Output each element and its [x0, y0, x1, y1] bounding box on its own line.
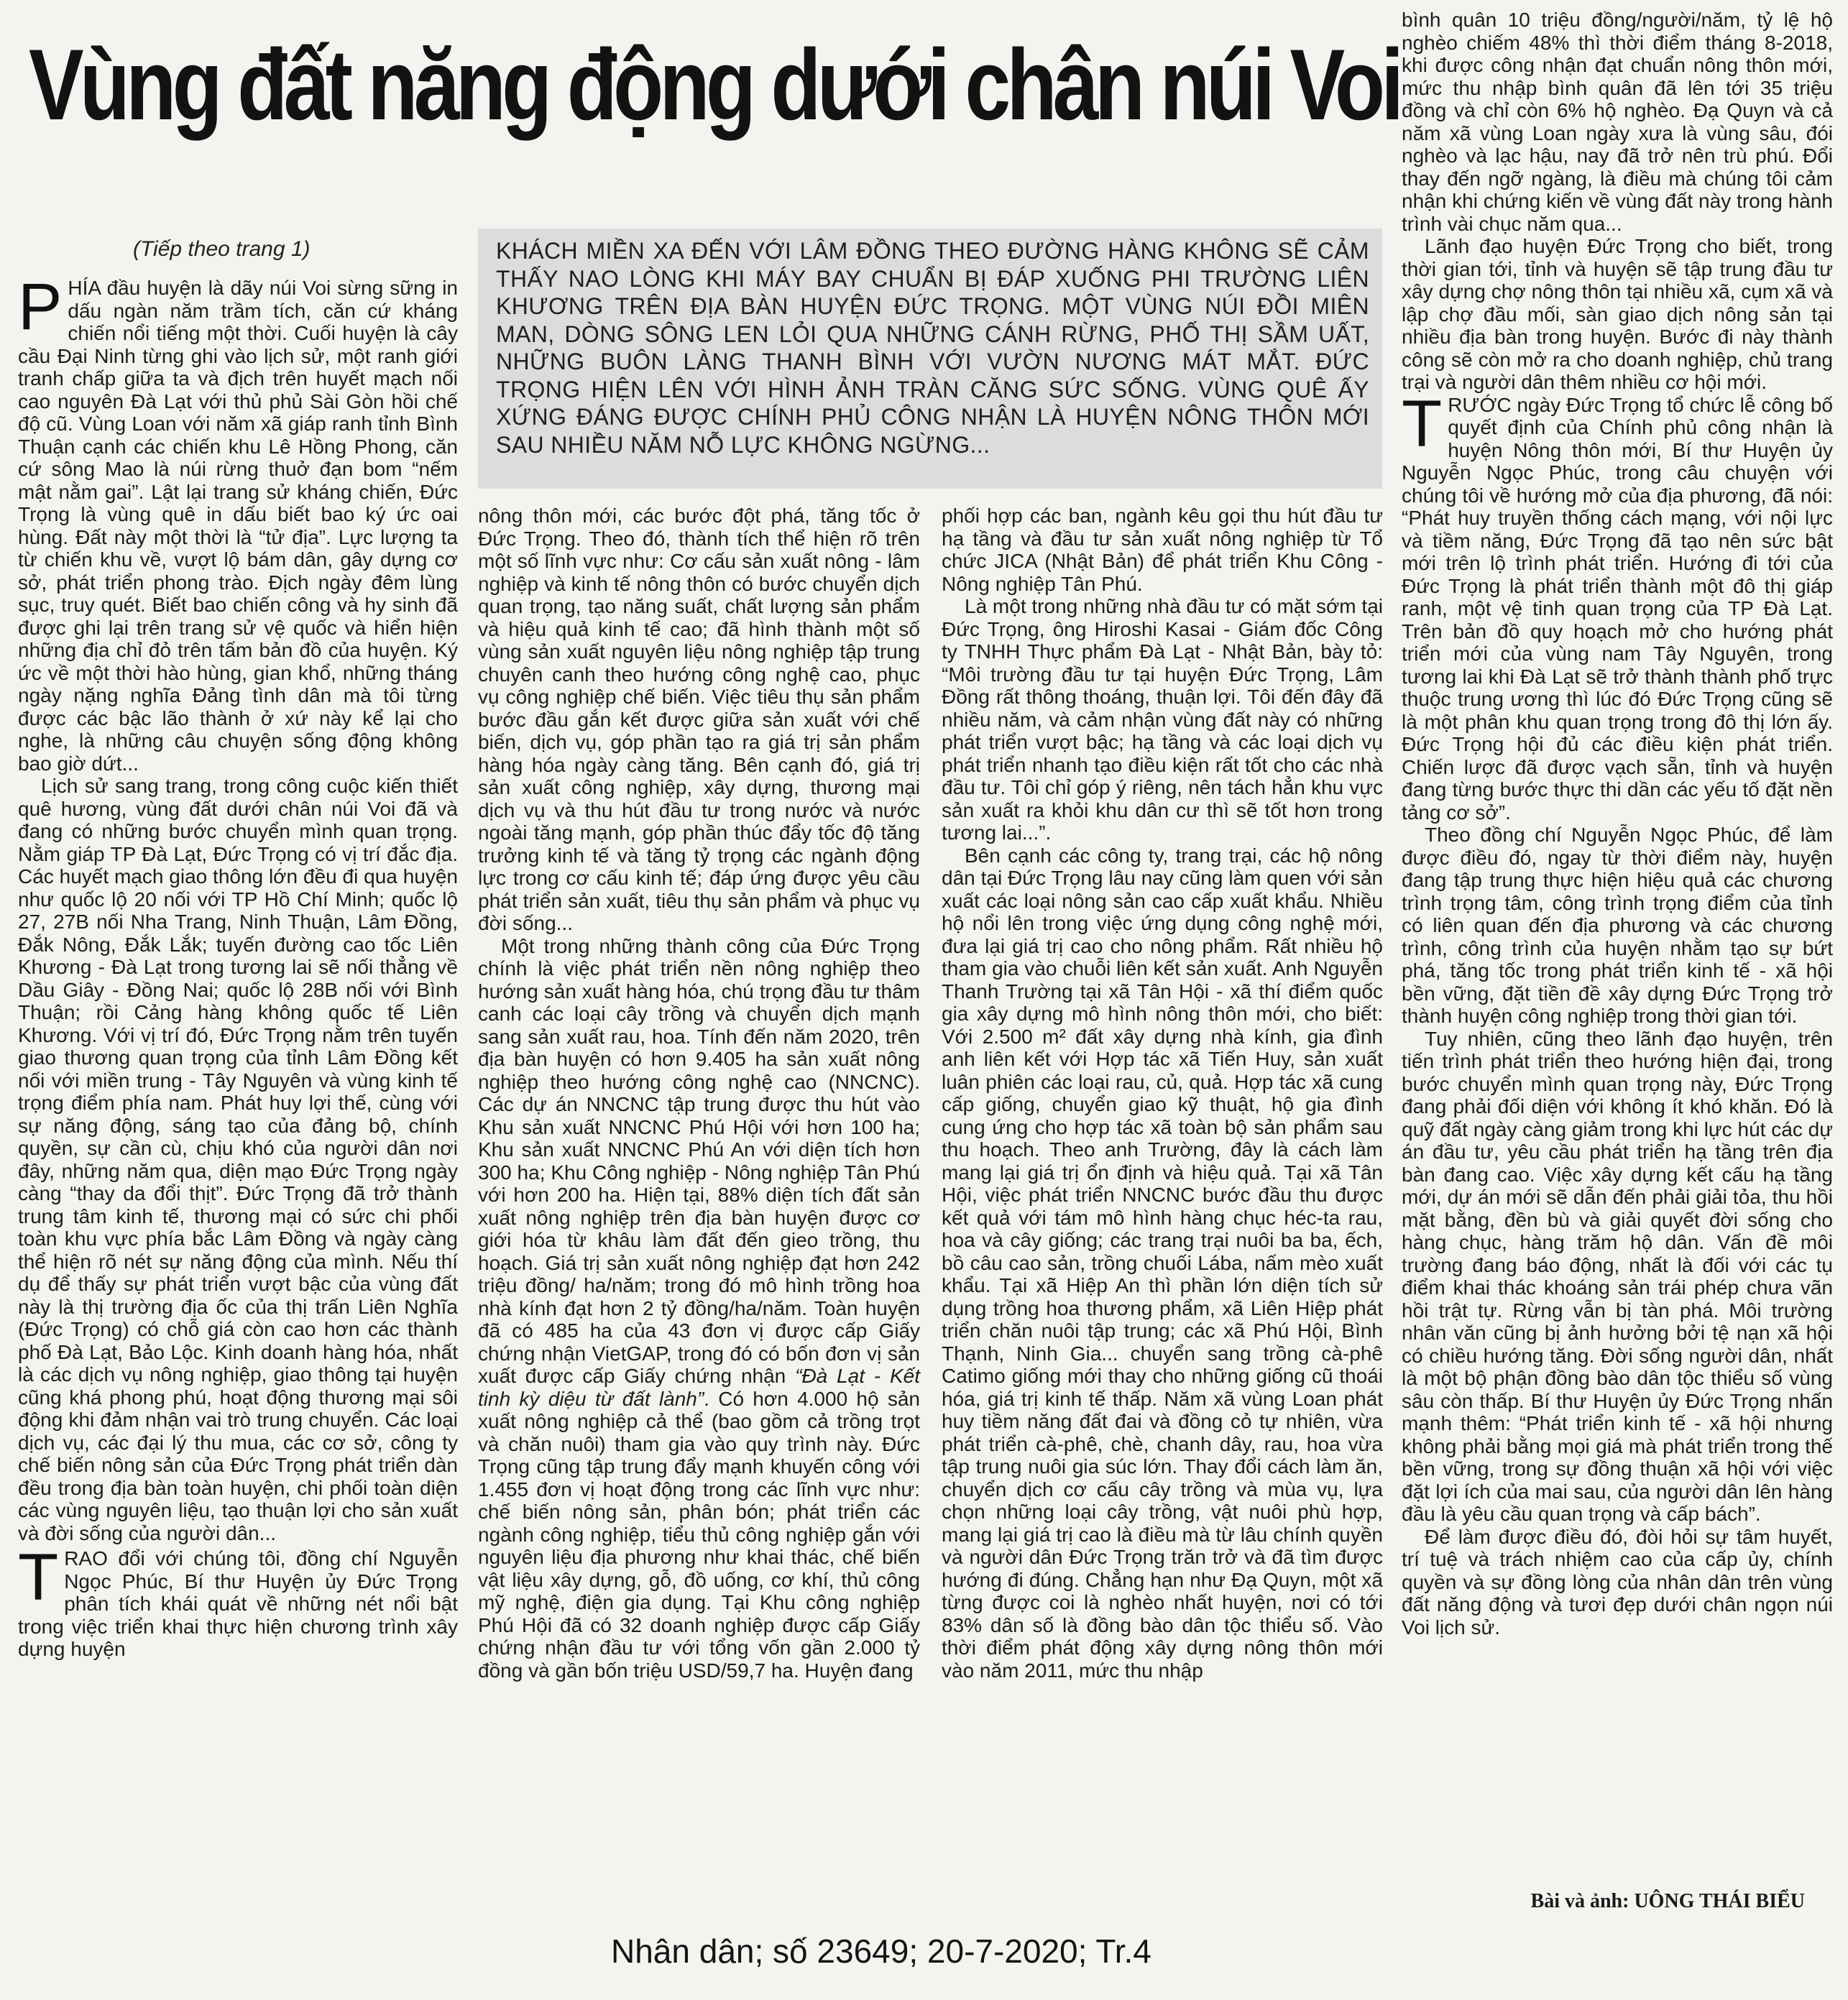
source-citation: Nhân dân; số 23649; 20-7-2020; Tr.4: [611, 1932, 1151, 1970]
paragraph: [1402, 387, 1833, 824]
italic-quote: “Đà Lạt - Kết tinh kỳ diệu từ đất lành”: [478, 1365, 920, 1410]
paragraph: [18, 1541, 458, 1661]
paragraph: [18, 270, 458, 775]
paragraph: phối hợp các ban, ngành kêu gọi thu hút đầu tư hạ tầng và đầu tư sản xuất nông nghiệp từ Tổ chức JICA (Nhật Bản) để phát triển Khu Công - Nông nghiệp Tân Phú.: [942, 504, 1383, 595]
paragraph: Theo đồng chí Nguyễn Ngọc Phúc, để làm được điều đó, ngay từ thời điểm này, huyện đang tập trung thực hiện hiệu quả các chương trình trọng tâm, công trình trọng điểm của tỉnh có liên quan đến địa phương và các chương trình, công trình của huyện nhằm tạo sự bứt phá, tăng tốc trong phát triển kinh tế - xã hội bền vững, đặt tiền đề xây dựng Đức Trọng trở thành huyện công nghiệp trong thời gian tới.: [1402, 824, 1833, 1027]
paragraph: Để làm được điều đó, đòi hỏi sự tâm huyết, trí tuệ và trách nhiệm cao của cấp ủy, chính quyền và sự đồng lòng của nhân dân trên vùng đất năng động và tươi đẹp dưới chân ngọn núi Voi lịch sử.: [1402, 1525, 1833, 1639]
article-headline: Vùng đất năng động dưới chân núi Voi: [29, 28, 1400, 141]
article-column-3: [942, 504, 1383, 1682]
paragraph: Tuy nhiên, cũng theo lãnh đạo huyện, trên tiến trình phát triển theo hướng hiện đại, trong bước chuyển mình quan trọng này, Đức Trọng đang phải đối diện với không ít khó khăn. Đó là quỹ đất ngày càng giảm trong khi lực hút các dự án đầu tư, yêu cầu phát triển hạ tầng trên địa bàn đang cao. Việc xây dựng kết cấu hạ tầng mới, dự án mới sẽ dẫn đến phải giải tỏa, thu hồi mặt bằng, đền bù và giải quyết đời sống cho hàng chục, hàng trăm hộ dân. Vấn đề môi trường đang báo động, nhất là đối với các tụ điểm khai thác khoáng sản trái phép chưa vãn hồi trật tự. Rừng vẫn bị tàn phá. Môi trường nhân văn cũng bị ảnh hưởng bởi tệ nạn xã hội có chiều hướng tăng. Đời sống người dân, nhất là một bộ phận đồng bào dân tộc thiểu số vùng sâu còn thấp. Bí thư Huyện ủy Đức Trọng nhấn mạnh thêm: “Phát triển kinh tế - xã hội nhưng không phải bằng mọi giá mà phát triển trong thế bền vững, trong sự đồng thuận xã hội với việc đặt lợi ích của mai sau, của người dân lên hàng đầu là yêu cầu quan trọng và cấp bách”.: [1402, 1027, 1833, 1525]
drop-cap: T: [1402, 387, 1443, 461]
article-column-1: [18, 270, 458, 1661]
paragraph-text: RAO đổi với chúng tôi, đồng chí Nguyễn Ngọc Phúc, Bí thư Huyện ủy Đức Trọng phân tích khái quát về những nét nổi bật trong việc triển khai thực hiện chương trình xây dựng huyện: [18, 1547, 458, 1660]
paragraph: Lịch sử sang trang, trong công cuộc kiến thiết quê hương, vùng đất dưới chân núi Voi đã và đang có những bước chuyển mình quan trọng. Nằm giáp TP Đà Lạt, Đức Trọng có vị trí đắc địa. Các huyết mạch giao thông lớn đều đi qua huyện như quốc lộ 20 nối với TP Hồ Chí Minh; quốc lộ 27, 27B nối Nha Trang, Ninh Thuận, Lâm Đồng, Đắk Nông, Đắk Lắk; tuyến đường cao tốc Liên Khương - Đà Lạt trong tương lai sẽ nối thẳng về Dầu Giây - Đồng Nai; quốc lộ 28B nối với Bình Thuận; rồi Cảng hàng không quốc tế Liên Khương. Với vị trí đó, Đức Trọng nằm trên tuyến giao thương quan trọng của tỉnh Lâm Đồng kết nối với miền trung - Tây Nguyên và vùng kinh tế trọng điểm phía nam. Phát huy lợi thế, cùng với sự năng động, sáng tạo của đảng bộ, chính quyền, sự cần cù, chịu khó của người dân nơi đây, những năm qua, diện mạo Đức Trọng ngày càng “thay da đổi thịt”. Đức Trọng đã trở thành trung tâm kinh tế, thương mại có sức chi phối toàn khu vực phía bắc Lâm Đồng và ngày càng thể hiện rõ nét sự năng động của mình. Nếu thí dụ để thấy sự phát triển vượt bậc của vùng đất này là thị trường địa ốc của thị trấn Liên Nghĩa (Đức Trọng) có chỗ giá còn cao hơn các thành phố Đà Lạt, Bảo Lộc. Kinh doanh hàng hóa, nhất là các dịch vụ nông nghiệp, giao thông tại huyện cũng khá phong phú, hoạt động thương mại sôi động khi đảm nhận vai trò trung chuyển. Các loại dịch vụ, các đại lý thu mua, các cơ sở, công ty chế biến nông sản của Đức Trọng phát triển dàn đều trong địa bàn toàn huyện, chi phối toàn diện các vùng nguyên liệu, tạo thuận lợi cho sản xuất và đời sống của người dân...: [18, 775, 458, 1544]
article-column-4: [1402, 9, 1833, 1639]
paragraph: [478, 935, 920, 1682]
paragraph: bình quân 10 triệu đồng/người/năm, tỷ lệ hộ nghèo chiếm 48% thì thời điểm tháng 8-2018, khi được công nhận đạt chuẩn nông thôn mới, mức thu nhập bình quân đã lên tới 35 triệu đồng và chỉ còn 6% hộ nghèo. Đạ Quyn và cả năm xã vùng Loan ngày xưa là vùng sâu, đói nghèo và lạc hậu, nay đã trở nên trù phú. Đổi thay đến ngỡ ngàng, là điều mà chúng tôi cảm nhận khi chứng kiến về vùng đất này trong hành trình vài chục năm qua...: [1402, 9, 1833, 235]
author-signature: Bài và ảnh: UÔNG THÁI BIỂU: [1530, 1890, 1805, 1912]
drop-cap: T: [18, 1541, 59, 1614]
continued-note: (Tiếp theo trang 1): [133, 237, 311, 261]
paragraph: Lãnh đạo huyện Đức Trọng cho biết, trong thời gian tới, tỉnh và huyện sẽ tập trung đầu tư xây dựng chợ nông thôn tại nhiều xã, cụm xã và lập chợ đầu mối, sàn giao dịch nông sản tại nhiều địa bàn trong huyện. Bước đi này thành công sẽ còn mở ra cho doanh nghiệp, chủ trang trại và người dân thêm nhiều cơ hội mới.: [1402, 235, 1833, 393]
paragraph: Bên cạnh các công ty, trang trại, các hộ nông dân tại Đức Trọng lâu nay cũng làm quen với sản xuất các loại nông sản cao cấp xuất khẩu. Nhiều hộ nổi lên trong việc ứng dụng công nghệ mới, đưa lại giá trị cao cho nông phẩm. Rất nhiều hộ tham gia vào chuỗi liên kết sản xuất. Anh Nguyễn Thanh Trường tại xã Tân Hội - xã thí điểm quốc gia xây dựng mô hình nông thôn mới, cho biết: Với 2.500 m² đất xây dựng nhà kính, gia đình anh liên kết với Hợp tác xã Tiến Huy, sản xuất luân phiên các loại rau, củ, quả. Hợp tác xã cung cấp giống, chuyển giao kỹ thuật, hộ gia đình cung ứng cho hợp tác xã toàn bộ sản phẩm sau thu hoạch. Theo anh Trường, đây là cách làm mang lại giá trị ổn định và hiệu quả. Tại xã Tân Hội, việc phát triển NNCNC bước đầu thu được kết quả với tám mô hình hàng chục héc-ta rau, hoa và cây giống; các trang trại nuôi ba ba, ếch, bồ câu cao sản, trồng chuối Lába, nấm mèo xuất khẩu. Tại xã Hiệp An thì phần lớn diện tích sử dụng trồng hoa thương phẩm, xã Liên Hiệp phát triển chăn nuôi tập trung; các xã Phú Hội, Bình Thạnh, Ninh Gia... chuyển sang trồng cà-phê Catimo giống mới thay cho những giống cũ thoái hóa, giá trị kinh tế thấp. Năm xã vùng Loan phát huy tiềm năng đất đai và đồng cỏ tự nhiên, vừa phát triển cà-phê, chè, chanh dây, rau, hoa vừa tập trung nuôi gia súc lớn. Thay đổi cách làm ăn, chuyển dịch cơ cấu cây trồng và mùa vụ, lựa chọn những loại cây trồng, vật nuôi phù hợp, mang lại giá trị cao là điều mà từ lâu chính quyền và người dân Đức Trọng trăn trở và đã tìm được hướng đi đúng. Chẳng hạn như Đạ Quyn, một xã từng được coi là nghèo nhất huyện, nơi có tới 83% dân số là đồng bào dân tộc thiểu số. Vào thời điểm phát động xây dựng nông thôn mới vào năm 2011, mức thu nhập: [942, 844, 1383, 1682]
paragraph: nông thôn mới, các bước đột phá, tăng tốc ở Đức Trọng. Theo đó, thành tích thể hiện rõ trên một số lĩnh vực như: Cơ cấu sản xuất nông - lâm nghiệp và kinh tế nông thôn có bước chuyển dịch quan trọng, tạo năng suất, chất lượng sản phẩm và hiệu quả kinh tế cao; đã hình thành một số vùng sản xuất nguyên liệu nông nghiệp tập trung chuyên canh theo hướng công nghệ cao, phục vụ công nghiệp chế biến. Việc tiêu thụ sản phẩm bước đầu gắn kết được giữa sản xuất với chế biến, dịch vụ, góp phần tạo ra giá trị sản phẩm hàng hóa ngày càng tăng. Bên cạnh đó, giá trị sản xuất công nghiệp, xây dựng, thương mại dịch vụ và thu hút đầu tư trong nước và nước ngoài tăng mạnh, góp phần thúc đẩy tốc độ tăng trưởng kinh tế và tăng tỷ trọng các ngành động lực trong cơ cấu kinh tế; đáp ứng được yêu cầu phát triển sản xuất, tiêu thụ sản phẩm và phục vụ đời sống...: [478, 504, 920, 934]
article-column-2: [478, 504, 920, 1682]
drop-cap: P: [18, 270, 63, 344]
paragraph-text: Một trong những thành công của Đức Trọng chính là việc phát triển nền nông nghiệp theo hướng sản xuất hàng hóa, chú trọng đầu tư thâm canh các loại cây trồng và chuyển dịch mạnh sang sản xuất rau, hoa. Tính đến năm 2020, trên địa bàn huyện có hơn 9.405 ha sản xuất nông nghiệp theo hướng công nghệ cao (NNCNC). Các dự án NNCNC tập trung được thu hút vào Khu sản xuất NNCNC Phú Hội với hơn 100 ha; Khu sản xuất NNCNC Phú An với diện tích hơn 300 ha; Khu Công nghiệp - Nông nghiệp Tân Phú với hơn 200 ha. Hiện tại, 88% diện tích đất sản xuất nông nghiệp trên địa bàn huyện được cơ giới hóa từ khâu làm đất đến gieo trồng, thu hoạch. Giá trị sản xuất nông nghiệp đạt hơn 242 triệu đồng/ ha/năm; trong đó mô hình trồng hoa nhà kính đạt hơn 2 tỷ đồng/ha/năm. Toàn huyện đã có 485 ha của 43 đơn vị được cấp Giấy chứng nhận VietGAP, trong đó có bốn đơn vị sản xuất được cấp Giấy chứng nhận: [478, 934, 920, 1387]
paragraph: Là một trong những nhà đầu tư có mặt sớm tại Đức Trọng, ông Hiroshi Kasai - Giám đốc Công ty TNHH Thực phẩm Đà Lạt - Nhật Bản, bày tỏ: “Môi trường đầu tư tại huyện Đức Trọng, Lâm Đồng rất thông thoáng, thuận lợi. Tôi đến đây đã nhiều năm, và cảm nhận vùng đất này có những phát triển vượt bậc; hạ tầng và các loại dịch vụ phát triển nhanh tạo điều kiện rất tốt cho các nhà đầu tư. Tôi chỉ góp ý riêng, nên tách hẳn khu vực sản xuất ra khỏi khu dân cư thì sẽ tốt hơn trong tương lai...”.: [942, 595, 1383, 844]
paragraph-text: HÍA đầu huyện là dãy núi Voi sừng sững in dấu ngàn năm trầm tích, căn cứ kháng chiến nổi tiếng một thời. Cuối huyện là cây cầu Đại Ninh từng ghi vào lịch sử, một ranh giới tranh chấp giữa ta và địch trên huyết mạch nối cao nguyên Đà Lạt với thủ phủ Sài Gòn hồi chế độ cũ. Vùng Loan với năm xã giáp ranh tỉnh Bình Thuận cạnh các chiến khu Lê Hồng Phong, căn cứ sông Mao là núi rừng thuở đạn bom “nếm mật nằm gai”. Lật lại trang sử kháng chiến, Đức Trọng là vùng quê in dấu biết bao ký ức oai hùng. Đất này một thời là “tử địa”. Lực lượng ta từ chiến khu về, vượt lộ bám dân, gây dựng cơ sở, phát triển phong trào. Địch ngày đêm lùng sục, truy quét. Biết bao chiến công và hy sinh đã được ghi lại trên trang sử vệ quốc và hiển hiện những địa chỉ đỏ trên tấm bản đồ của huyện. Ký ức về một thời hào hùng, gian khổ, những tháng ngày nặng nghĩa Đảng tình dân mà tôi từng được các bậc lão thành ở xứ này kể lại cho nghe, là những câu chuyện sống động không bao giờ dứt...: [18, 277, 458, 775]
paragraph-text: . Có hơn 4.000 hộ sản xuất nông nghiệp cả thể (bao gồm cả trồng trọt và chăn nuôi) tham gia vào quy trình này. Đức Trọng cũng tập trung đẩy mạnh khuyến công với 1.455 đơn vị hoạt động trong các lĩnh vực như: chế biến nông sản, phân bón; phát triển các ngành công nghiệp, tiểu thủ công nghiệp gắn với nguyên liệu địa phương như khai thác, chế biến vật liệu xây dựng, gỗ, đồ uống, cơ khí, thủ công mỹ nghệ, điện gia dụng. Tại Khu công nghiệp Phú Hội đã có 32 doanh nghiệp được cấp Giấy chứng nhận đầu tư với tổng vốn gần 2.000 tỷ đồng và gần bốn triệu USD/59,7 ha. Huyện đang: [478, 1387, 920, 1682]
lead-paragraph: KHÁCH MIỀN XA ĐẾN VỚI LÂM ĐỒNG THEO ĐƯỜNG HÀNG KHÔNG SẼ CẢM THẤY NAO LÒNG KHI MÁY BAY CHUẨN BỊ ĐÁP XUỐNG PHI TRƯỜNG LIÊN KHƯƠNG TRÊN ĐỊA BÀN HUYỆN ĐỨC TRỌNG. MỘT VÙNG NÚI ĐỒI MIÊN MAN, DÒNG SÔNG LEN LỎI QUA NHỮNG CÁNH RỪNG, PHỐ THỊ SẦM UẤT, NHỮNG BUÔN LÀNG THANH BÌNH VỚI VƯỜN NƯƠNG MÁT MẮT. ĐỨC TRỌNG HIỆN LÊN VỚI HÌNH ẢNH TRÀN CĂNG SỨC SỐNG. VÙNG QUÊ ẤY XỨNG ĐÁNG ĐƯỢC CHÍNH PHỦ CÔNG NHẬN LÀ HUYỆN NÔNG THÔN MỚI SAU NHIỀU NĂM NỖ LỰC KHÔNG NGỪNG...: [496, 238, 1369, 458]
paragraph-text: RƯỚC ngày Đức Trọng tổ chức lễ công bố quyết định của Chính phủ công nhận là huyện Nông thôn mới, Bí thư Huyện ủy Nguyễn Ngọc Phúc, trong câu chuyện với chúng tôi về hướng mở của địa phương, đã nói: “Phát huy truyền thống cách mạng, với nội lực và tiềm năng, Đức Trọng đã tạo nên sức bật mới trên lộ trình phát triển. Hướng đi tới của Đức Trọng là phát triển thành một đô thị giáp ranh, một vệ tinh quan trọng của TP Đà Lạt. Trên bản đồ quy hoạch mở cho hướng phát triển mới của vùng nam Tây Nguyên, trong tương lai khi Đà Lạt sẽ trở thành thành phố trực thuộc trung ương thì lúc đó Đức Trọng cũng sẽ là một phân khu quan trọng trong đô thị lớn ấy. Đức Trọng hội đủ các điều kiện phát triển. Chiến lược đã được vạch sẵn, tỉnh và huyện đang từng bước thực thi dần các yếu tố đặt nền tảng cơ sở”.: [1402, 393, 1833, 824]
